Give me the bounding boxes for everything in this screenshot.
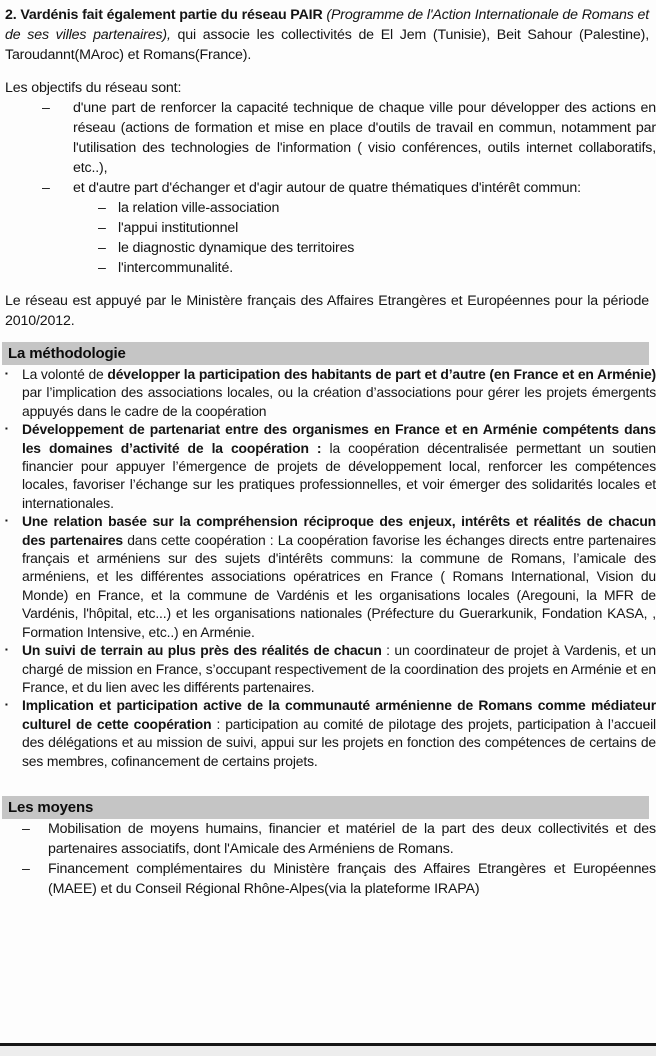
bullet-rest-text: : participation au comité de pilotage des projets, participation à l’accueil des délégations et au mission de suivi, appui sur les projets en fonction des compétences de certains de ses membres, cofinancement de certains projets.	[22, 715, 656, 769]
list-item	[0, 238, 656, 258]
bullet-bold-text: Développement de partenariat entre des organismes en France et en Arménie compétents dans les domaines d’activité de la coopération :	[22, 421, 656, 456]
section-heading-means: Les moyens	[2, 796, 649, 819]
list-item-text	[22, 365, 656, 420]
objectives-sublist	[0, 198, 656, 278]
list-item	[0, 696, 656, 770]
list-item	[0, 512, 656, 641]
list-item	[0, 641, 656, 696]
bullet-rest-text: : un coordinateur de projet à Vardenis, et un chargé de mission en France, s’occupant respectivement de la coordination des projets en Arménie et en France, et du lien avec les différents partenaires.	[22, 642, 656, 695]
objectives-lead: Les objectifs du réseau sont:	[5, 80, 182, 96]
square-bullet-marker: ▪	[5, 645, 8, 655]
list-item	[0, 819, 656, 859]
list-item-text: d'une part de renforcer la capacité technique de chaque ville pour développer des actions en réseau (actions de formation et mise en place d'outils de travail en commun, notamment par l'utilisation des technologies de l'information ( visio conférences, outils internet collaboratifs, etc..),	[73, 100, 656, 176]
list-item-text	[22, 420, 656, 512]
dash-marker: –	[22, 860, 30, 877]
square-bullet-marker: ▪	[5, 700, 8, 710]
list-item	[0, 859, 656, 899]
dash-marker: –	[42, 180, 50, 196]
bullet-bold-text: Implication et participation active de la communauté arménienne de Romans comme médiateur culturel de cette coopération	[22, 697, 656, 732]
list-item	[0, 178, 656, 198]
list-item-text: l'intercommunalité.	[118, 260, 233, 276]
list-item	[0, 98, 656, 178]
square-bullet-marker: ▪	[5, 516, 8, 526]
square-bullet-marker: ▪	[5, 424, 8, 434]
intro-italic-text: (Programme de l'Action Internationale de Romans et de ses villes partenaires),	[5, 7, 649, 43]
bullet-bold-text: Un suivi de terrain au plus près des réalités de chacun	[22, 642, 382, 659]
bullet-rest-text: dans cette coopération : La coopération favorise les échanges directs entre partenaires français et arméniens sur des sujets d'intérêts communs: la commune de Romans, l’amicale des arméniens, et les différentes associations opératrices en France ( Romans International, Vision du Monde) en France, et la commune de Vardénis et les organisations locales (Aregouni, la MFR de Vardénis, l'hôpital, etc...) et les organisations nationales (Préfecture du Guerarkunik, Fondation KASA, , Formation Intensive, etc..) en Arménie.	[22, 531, 656, 640]
intro-regular-text: qui associe les collectivités de El Jem (Tunisie), Beit Sahour (Palestine), Taroudannt(MAroc) et Romans(France).	[5, 27, 649, 63]
list-item-text: et d'autre part d'échanger et d'agir autour de quatre thématiques d'intérêt commun:	[73, 180, 581, 196]
square-bullet-marker: ▪	[5, 369, 8, 378]
methodology-list	[0, 365, 656, 770]
list-item-text	[22, 512, 656, 641]
list-item-text: l'appui institutionnel	[118, 220, 239, 236]
list-item-text: Financement complémentaires du Ministère français des Affaires Etrangères et Européennes (MAEE) et du Conseil Régional Rhône-Alpes(via la plateforme IRAPA)	[48, 860, 656, 897]
dash-marker: –	[98, 240, 106, 256]
intro-paragraph	[5, 0, 649, 65]
dash-marker: –	[22, 820, 30, 837]
list-item	[0, 365, 656, 420]
list-item-text: le diagnostic dynamique des territoires	[118, 240, 355, 256]
dash-marker: –	[98, 220, 106, 236]
dash-marker: –	[98, 200, 106, 216]
dash-marker: –	[42, 100, 50, 116]
means-list	[0, 819, 656, 899]
list-item	[0, 218, 656, 238]
bullet-pre-text: La volonté de	[22, 366, 108, 382]
list-item	[0, 198, 656, 218]
bullet-rest-text: la coopération décentralisée permettant un soutien financier pour appuyer l’émergence de projets de développement local, renforcer les compétences locales, favoriser l’échange sur les pratiques professionnelles, et voir émerger des solidarités locales et internationales.	[22, 439, 656, 511]
section-heading-methodology: La méthodologie	[2, 342, 649, 365]
bullet-rest-text: par l’implication des associations locales, ou la création d’associations pour gérer les projets émergents appuyés dans le cadre de la coopération	[22, 384, 656, 419]
scan-edge	[0, 1046, 656, 1056]
list-item	[0, 258, 656, 278]
list-item-text: la relation ville-association	[118, 200, 280, 216]
list-item	[0, 420, 656, 512]
network-support-paragraph: Le réseau est appuyé par le Ministère français des Affaires Etrangères et Européennes pour la période 2010/2012.	[5, 293, 649, 329]
dash-marker: –	[98, 260, 106, 276]
intro-bold-text: 2. Vardénis fait également partie du réseau PAIR	[5, 7, 327, 23]
list-item-text	[22, 696, 656, 770]
list-item-text	[22, 641, 656, 696]
list-item-text: Mobilisation de moyens humains, financier et matériel de la part des deux collectivités et des partenaires associatifs, dont l'Amicale des Arméniens de Romans.	[48, 820, 656, 857]
bullet-bold-text: développer la participation des habitants de part et d’autre (en France et en Arménie)	[107, 366, 656, 382]
bullet-bold-text: Une relation basée sur la compréhension réciproque des enjeux, intérêts et réalités de chacun des partenaires	[22, 513, 656, 548]
objectives-list	[0, 98, 656, 198]
